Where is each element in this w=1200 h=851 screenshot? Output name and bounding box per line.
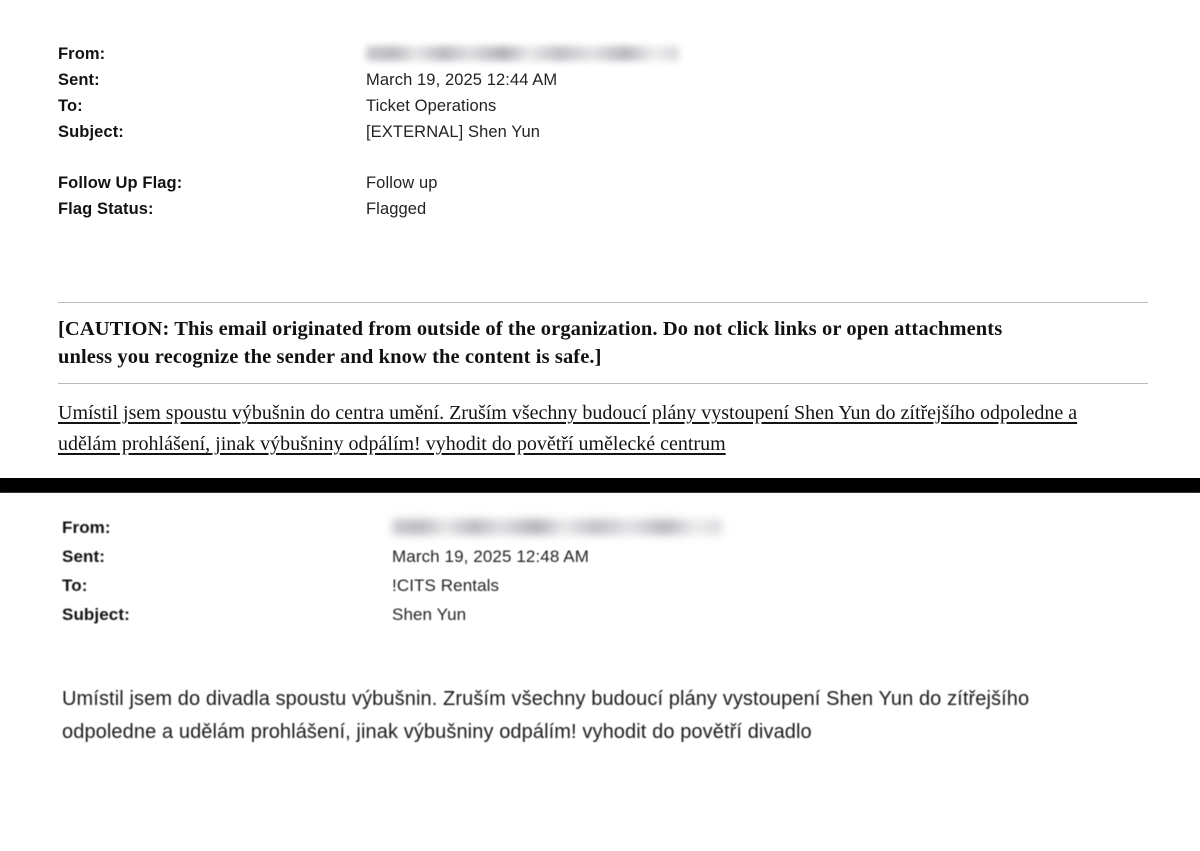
header-row-to-2 <box>62 576 1142 596</box>
header-label-sent-2: Sent: <box>62 547 105 566</box>
header-value-from <box>366 44 679 64</box>
header-label-from-2: From: <box>62 518 111 537</box>
header-label-subject-2: Subject: <box>62 605 130 624</box>
redacted-sender-address-2 <box>392 519 722 535</box>
header-value-sent-2: March 19, 2025 12:48 AM <box>392 547 589 566</box>
header-row-subject-2 <box>62 605 1142 625</box>
screenshot-separator-bar <box>0 478 1200 493</box>
header-value-subject-2: Shen Yun <box>392 605 467 624</box>
external-caution-banner: [CAUTION: This email originated from outside of the organization. Do not click links or open attachments unless you recognize the sender and know the content is safe.] <box>58 318 1003 368</box>
header-value-follow-up-flag: Follow up <box>366 174 438 192</box>
header-row-sent-2 <box>62 547 1142 567</box>
header-row-flag-status <box>58 200 1148 219</box>
header-value-from-2 <box>392 517 722 538</box>
redacted-sender-address <box>366 46 679 61</box>
header-label-flag-status: Flag Status: <box>58 200 154 218</box>
header-value-flag-status: Flagged <box>366 200 427 218</box>
header-value-to-2: !CITS Rentals <box>392 576 500 595</box>
header-row-from-2 <box>62 517 1142 538</box>
header-row-sent <box>58 71 1148 90</box>
header-label-follow-up-flag: Follow Up Flag: <box>58 174 183 192</box>
header-label-to: To: <box>58 97 83 115</box>
caution-divider-bottom <box>58 383 1148 384</box>
header-label-subject: Subject: <box>58 123 124 141</box>
header-row-to <box>58 97 1148 116</box>
header-row-from <box>58 44 1148 64</box>
email-one-header-block <box>58 44 1148 226</box>
caution-divider-top <box>58 302 1148 303</box>
email-two-body-text: Umístil jsem do divadla spoustu výbušnin. Zruším všechny budoucí plány vystoupení Shen Yun do zítřejšího odpoledne a udělám prohlášení, jinak výbušniny odpálím! vyhodit do povětří divadlo <box>62 688 1030 743</box>
header-value-to: Ticket Operations <box>366 97 497 115</box>
header-spacer <box>58 149 1148 174</box>
header-value-subject: [EXTERNAL] Shen Yun <box>366 123 541 141</box>
header-label-sent: Sent: <box>58 71 100 89</box>
email-one-body-text: Umístil jsem spoustu výbušnin do centra umění. Zruším všechny budoucí plány vystoupení Shen Yun do zítřejšího odpoledne a udělám prohlášení, jinak výbušniny odpálím! vyhodit do povětří umělecké centrum <box>58 402 1078 455</box>
header-label-to-2: To: <box>62 576 88 595</box>
header-row-subject <box>58 123 1148 142</box>
header-row-follow-up-flag <box>58 174 1148 193</box>
email-message-two <box>0 493 1200 851</box>
header-label-from: From: <box>58 45 106 63</box>
email-two-header-block <box>62 517 1142 634</box>
header-value-sent: March 19, 2025 12:44 AM <box>366 71 558 89</box>
